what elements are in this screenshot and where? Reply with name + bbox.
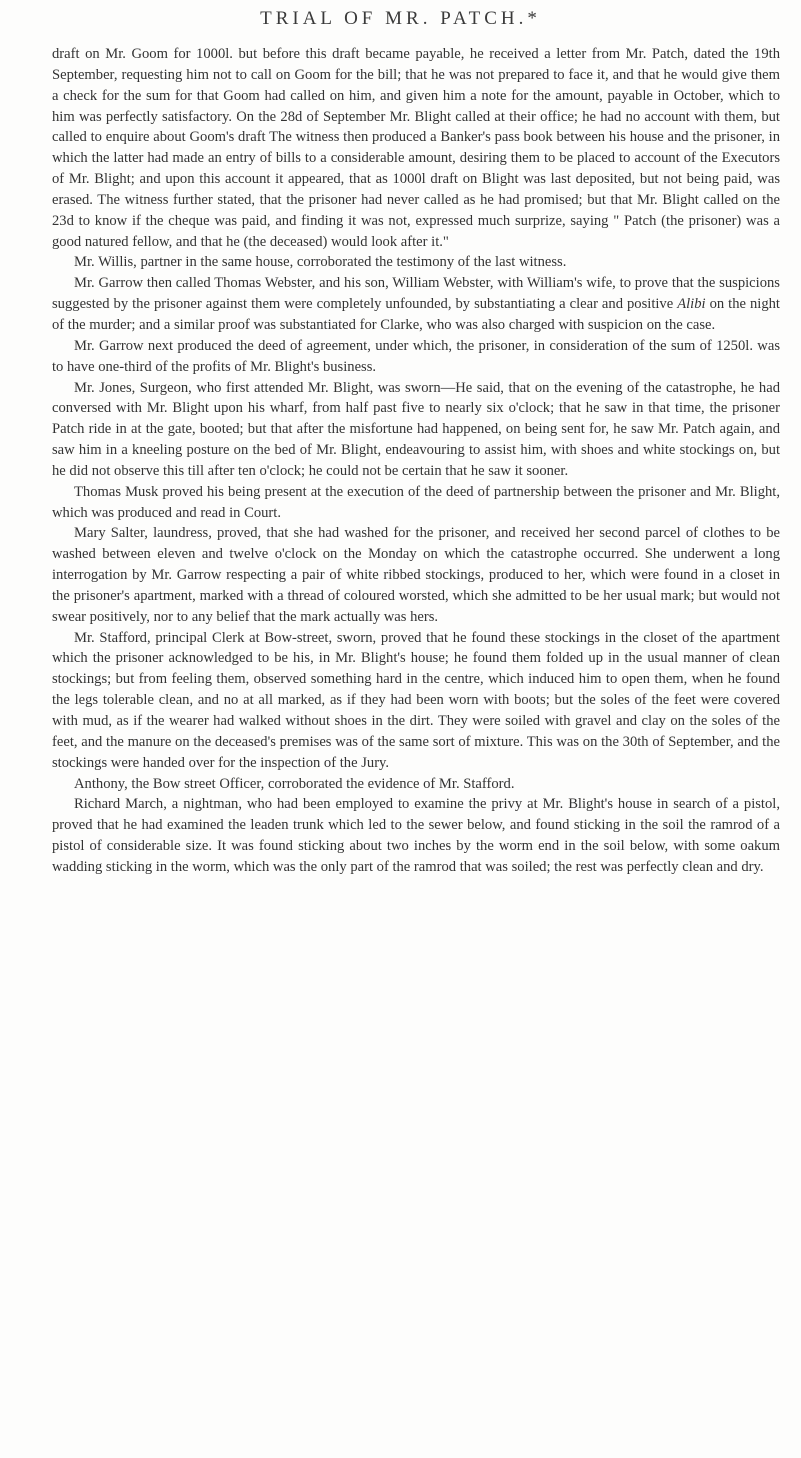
paragraph-4: Mr. Garrow next produced the deed of agreement, under which, the prisoner, in consideration of the sum of 1250l. was to have one-third of the profits of Mr. Blight's business.	[52, 337, 780, 375]
paragraph-9: Anthony, the Bow street Officer, corroborated the evidence of Mr. Stafford.	[74, 775, 515, 792]
italic-word: Alibi	[677, 296, 706, 313]
paragraph-2: Mr. Willis, partner in the same house, corroborated the testimony of the last witness.	[74, 254, 567, 271]
paragraph-3: Mr. Garrow then called Thomas Webster, and his son, William Webster, with William's wife, to prove that the suspicions suggested by the prisoner against them were completely unfounded, by substantiating a clear and positive Alibi on the night of the murder; and a similar proof was substantiated for Clarke, who was also charged with suspicion on the case.	[52, 275, 780, 333]
paragraph-1: draft on Mr. Goom for 1000l. but before this draft became payable, he received a letter from Mr. Patch, dated the 19th September, requesting him not to call on Goom for the bill; that he was not prepared to face it, and that he would give them a check for the sum for that Goom had called on him, and given him a note for the amount, payable in October, which to him was perfectly satisfactory. On the 28d of September Mr. Blight called at their office; he had no account with them, but called to enquire about Goom's draft The witness then produced a Banker's pass book between his house and the prisoner, in which the latter had made an entry of bills to a considerable amount, desiring them to be placed to account of the Executors of Mr. Blight; and upon this account it appeared, that as 1000l draft on Blight was last deposited, but not being paid, was erased. The witness further stated, that the prisoner had never called as he had promised; but that Mr. Blight called on the 23d to know if the cheque was paid, and finding it was not, expressed much surprize, saying " Patch (the prisoner) was a good natured fellow, and that he (the deceased) would look after it."	[52, 46, 780, 250]
paragraph-7: Mary Salter, laundress, proved, that she had washed for the prisoner, and received her second parcel of clothes to be washed between eleven and twelve o'clock on the Monday on which the catastrophe occurred. She underwent a long interrogation by Mr. Garrow respecting a pair of white ribbed stockings, produced to her, which were found in a closet in the prisoner's apartment, marked with a thread of coloured worsted, which she admitted to be her usual mark; but would not swear positively, nor to any belief that the mark actually was hers.	[52, 525, 780, 625]
body-text	[52, 44, 780, 878]
running-head: TRIAL OF MR. PATCH.*	[260, 8, 541, 29]
paragraph-10: Richard March, a nightman, who had been employed to examine the privy at Mr. Blight's house in search of a pistol, proved that he had examined the leaden trunk which led to the sewer below, and found sticking in the soil the ramrod of a pistol of considerable size. It was found sticking about two inches by the worm end in the soil below, with some oakum wadding sticking in the worm, which was the only part of the ramrod that was soiled; the rest was perfectly clean and dry.	[52, 796, 780, 875]
paragraph-5: Mr. Jones, Surgeon, who first attended Mr. Blight, was sworn—He said, that on the evening of the catastrophe, he had conversed with Mr. Blight upon his wharf, from half past five to nearly six o'clock; that he saw in that time, the prisoner Patch ride in at the gate, booted; but that after the misfortune had happened, on being sent for, he saw Mr. Patch again, and saw him in a kneeling posture on the bed of Mr. Blight, endeavouring to assist him, with shoes and white stockings on, but he did not observe this till after ten o'clock; he could not be certain that he saw it sooner.	[52, 379, 780, 479]
paragraph-8: Mr. Stafford, principal Clerk at Bow-street, sworn, proved that he found these stockings in the closet of the apartment which the prisoner acknowledged to be his, in Mr. Blight's house; he found them folded up in the usual manner of clean stockings; but from feeling them, observed something hard in the centre, which induced him to open them, when he found the legs tolerable clean, and no at all marked, as if they had been worn with boots; but the soles of the feet were covered with mud, as if the wearer had walked without shoes in the dirt. They were soiled with gravel and clay on the soles of the feet, and the manure on the deceased's premises was of the same sort of mixture. This was on the 30th of September, and the stockings were handed over for the inspection of the Jury.	[52, 629, 780, 771]
paragraph-6: Thomas Musk proved his being present at the execution of the deed of partnership between the prisoner and Mr. Blight, which was produced and read in Court.	[52, 483, 780, 521]
